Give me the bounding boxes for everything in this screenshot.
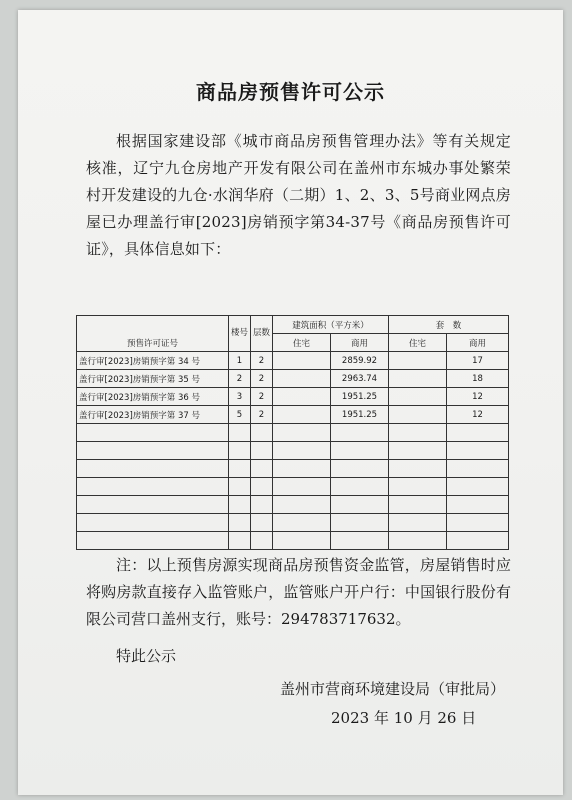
- cell-area-com: 1951.25: [331, 406, 389, 424]
- cell-permit: [77, 460, 229, 478]
- table-row: [77, 370, 509, 388]
- cell-building: [229, 514, 251, 532]
- cell-units-res: [389, 370, 447, 388]
- cell-area-res: [273, 532, 331, 550]
- cell-building: [229, 478, 251, 496]
- table-row: [77, 424, 509, 442]
- cell-units-res: [389, 460, 447, 478]
- cell-area-com: [331, 496, 389, 514]
- intro-paragraph: 根据国家建设部《城市商品房预售管理办法》等有关规定核准，辽宁九仓房地产开发有限公司在盖州市东城办事处繁荣村开发建设的九仓·水润华府（二期）1、2、3、5号商业网点房屋已办理盖行审[2023]房销预字第34-37号《商品房预售许可证》，具体信息如下：: [86, 132, 511, 258]
- cell-units-com: [447, 424, 509, 442]
- cell-floors: [251, 514, 273, 532]
- cell-area-com: [331, 460, 389, 478]
- cell-building: 5: [229, 406, 251, 424]
- cell-units-com: [447, 460, 509, 478]
- cell-permit: [77, 532, 229, 550]
- header-floors: 层数: [251, 316, 273, 352]
- cell-building: [229, 496, 251, 514]
- cell-area-res: [273, 352, 331, 370]
- document-page: [18, 10, 563, 795]
- cell-building: [229, 532, 251, 550]
- cell-units-com: 17: [447, 352, 509, 370]
- cell-area-com: [331, 532, 389, 550]
- cell-area-res: [273, 370, 331, 388]
- cell-units-res: [389, 442, 447, 460]
- table-row: [77, 352, 509, 370]
- cell-permit: 盖行审[2023]房销预字第 34 号: [77, 352, 229, 370]
- cell-units-res: [389, 406, 447, 424]
- header-units: 套 数: [389, 316, 509, 334]
- header-area: 建筑面积（平方米）: [273, 316, 389, 334]
- cell-area-res: [273, 460, 331, 478]
- cell-units-res: [389, 352, 447, 370]
- cell-floors: [251, 532, 273, 550]
- table-row: [77, 532, 509, 550]
- cell-area-com: [331, 424, 389, 442]
- cell-units-com: 12: [447, 406, 509, 424]
- cell-area-res: [273, 424, 331, 442]
- table-row: [77, 478, 509, 496]
- cell-area-com: 2963.74: [331, 370, 389, 388]
- cell-building: [229, 442, 251, 460]
- cell-permit: [77, 514, 229, 532]
- cell-floors: [251, 478, 273, 496]
- cell-permit: 盖行审[2023]房销预字第 36 号: [77, 388, 229, 406]
- cell-area-com: [331, 442, 389, 460]
- cell-units-com: [447, 514, 509, 532]
- cell-floors: [251, 424, 273, 442]
- cell-units-com: 18: [447, 370, 509, 388]
- cell-area-res: [273, 496, 331, 514]
- table-row: [77, 496, 509, 514]
- cell-area-res: [273, 514, 331, 532]
- permit-table: [76, 315, 509, 550]
- cell-permit: 盖行审[2023]房销预字第 37 号: [77, 406, 229, 424]
- cell-units-res: [389, 478, 447, 496]
- note-paragraph: 注：以上预售房源实现商品房预售资金监管，房屋销售时应将购房款直接存入监管账户，监管账户开户行：中国银行股份有限公司营口盖州支行，账号：294783717632。: [86, 556, 511, 628]
- header-building: 楼号: [229, 316, 251, 352]
- cell-floors: [251, 460, 273, 478]
- table-row: [77, 406, 509, 424]
- cell-floors: 2: [251, 352, 273, 370]
- cell-units-res: [389, 388, 447, 406]
- cell-units-com: [447, 442, 509, 460]
- cell-floors: 2: [251, 406, 273, 424]
- cell-building: [229, 460, 251, 478]
- cell-permit: [77, 496, 229, 514]
- cell-area-res: [273, 406, 331, 424]
- cell-floors: 2: [251, 370, 273, 388]
- cell-area-res: [273, 478, 331, 496]
- header-area-residential: 住宅: [273, 334, 331, 352]
- cell-units-com: [447, 478, 509, 496]
- cell-units-res: [389, 424, 447, 442]
- header-units-commercial: 商用: [447, 334, 509, 352]
- header-units-residential: 住宅: [389, 334, 447, 352]
- cell-permit: [77, 478, 229, 496]
- cell-floors: [251, 442, 273, 460]
- cell-building: 1: [229, 352, 251, 370]
- cell-units-com: 12: [447, 388, 509, 406]
- document-title: 商品房预售许可公示: [196, 80, 385, 104]
- table-row: [77, 388, 509, 406]
- issue-date: 2023 年 10 月 26 日: [331, 709, 477, 727]
- issuer-name: 盖州市营商环境建设局（审批局）: [280, 680, 506, 698]
- cell-building: [229, 424, 251, 442]
- cell-building: 3: [229, 388, 251, 406]
- table-row: [77, 442, 509, 460]
- cell-floors: 2: [251, 388, 273, 406]
- table-row: [77, 514, 509, 532]
- cell-permit: [77, 442, 229, 460]
- cell-area-com: [331, 478, 389, 496]
- cell-floors: [251, 496, 273, 514]
- cell-units-com: [447, 532, 509, 550]
- cell-permit: [77, 424, 229, 442]
- cell-units-res: [389, 532, 447, 550]
- cell-units-res: [389, 496, 447, 514]
- table-row: [77, 460, 509, 478]
- closing-text: 特此公示: [116, 647, 177, 665]
- cell-units-com: [447, 496, 509, 514]
- cell-area-res: [273, 388, 331, 406]
- cell-area-com: [331, 514, 389, 532]
- header-area-commercial: 商用: [331, 334, 389, 352]
- cell-area-res: [273, 442, 331, 460]
- cell-units-res: [389, 514, 447, 532]
- cell-area-com: 2859.92: [331, 352, 389, 370]
- header-permit-no: 预售许可证号: [77, 316, 229, 352]
- cell-permit: 盖行审[2023]房销预字第 35 号: [77, 370, 229, 388]
- cell-building: 2: [229, 370, 251, 388]
- cell-area-com: 1951.25: [331, 388, 389, 406]
